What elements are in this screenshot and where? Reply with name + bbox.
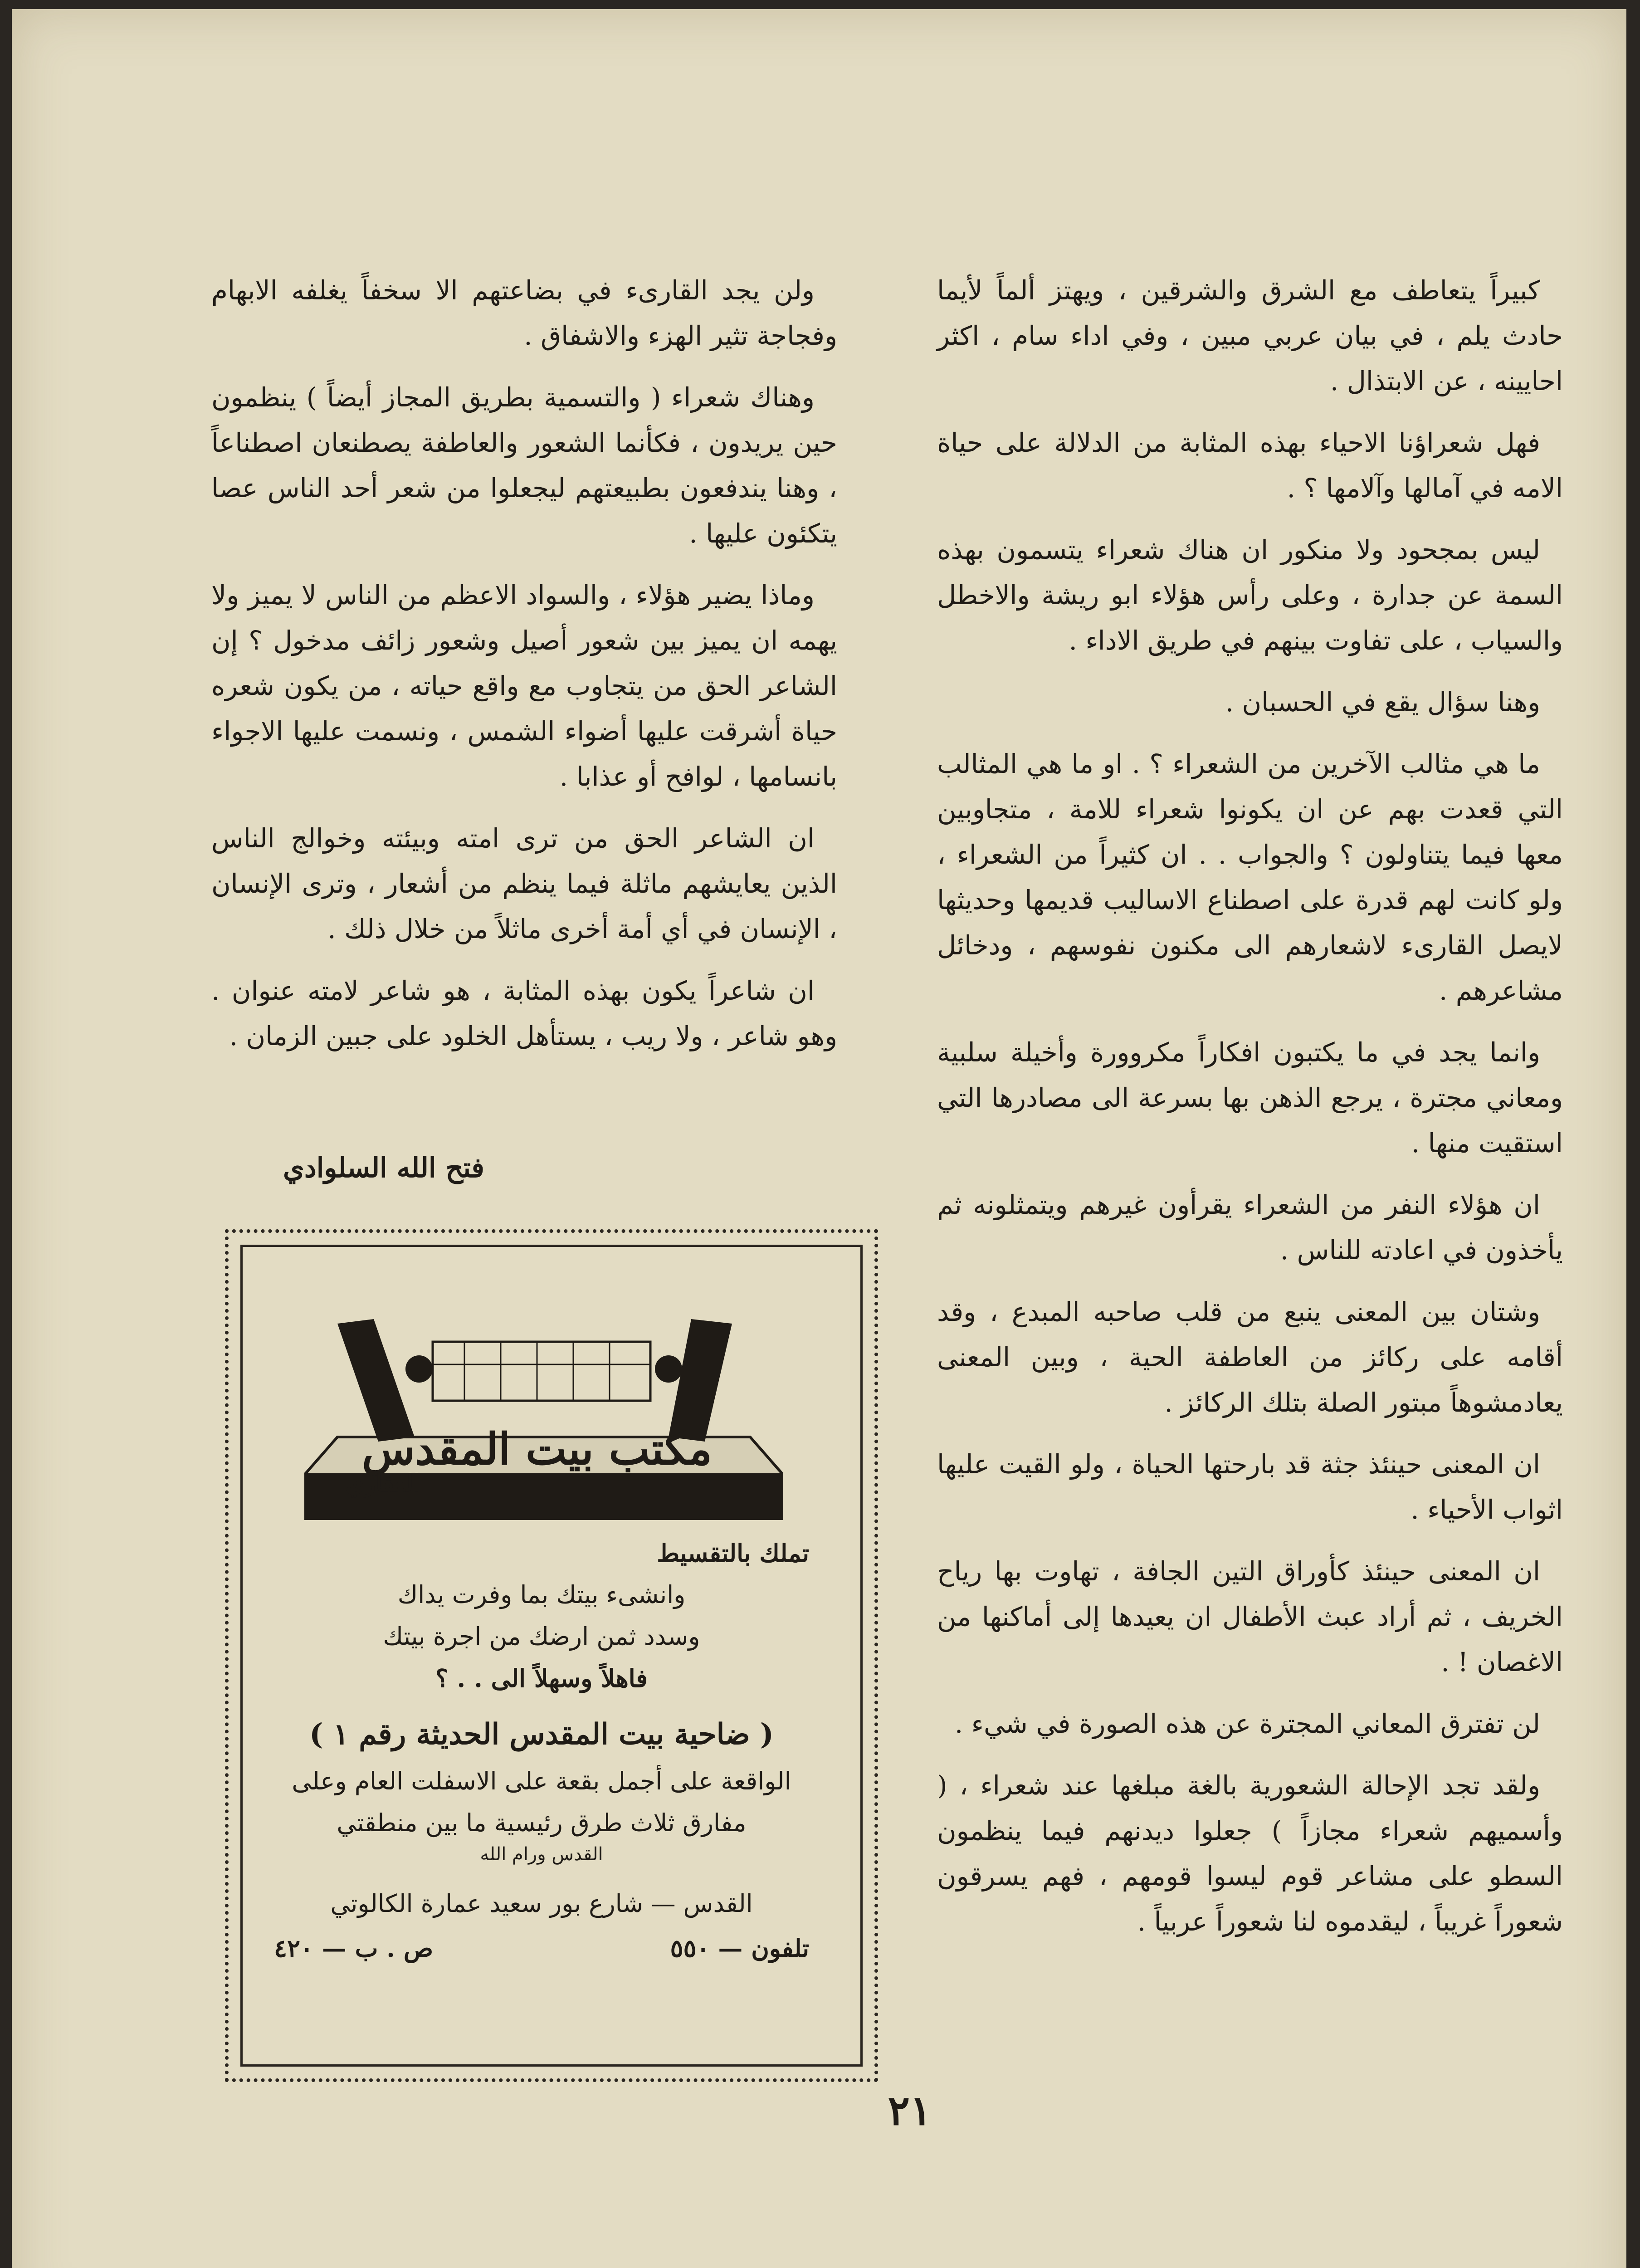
advert-description: مفارق ثلاث طرق رئيسية ما بين منطقتي (337, 1809, 747, 1837)
advert-text (274, 1532, 809, 1963)
page-number: ٢١ (888, 2087, 932, 2135)
advert-description: الواقعة على أجمل بقعة على الاسفلت العام وعلى (292, 1767, 791, 1795)
magazine-page (12, 9, 1626, 2268)
advert-line: فاهلاً وسهلاً الى . . ؟ (435, 1664, 648, 1693)
advert-phone: تلفون — ٥٥٠ (670, 1934, 809, 1963)
advert-logo (283, 1301, 805, 1546)
paragraph: ولقد تجد الإحالة الشعورية بالغة مبلغها عند شعراء ، ( وأسميهم شعراء مجازاً ) جعلوا ديدنهم فيما ينظمون السطو على مشاعر قوم ليسوا قومهم ، فهم يسرقون شعوراً غريباً ، ليقدموه لنا شعوراً عربياً . (937, 1770, 1563, 1937)
advert-line: وانشىء بيتك بما وفرت يداك (397, 1580, 686, 1609)
advert-pobox: ص . ب — ٤٢٠ (274, 1934, 434, 1963)
paragraph: ولن يجد القارىء في بضاعتهم الا سخفاً يغلفه الابهام وفجاجة تثير الهزء والاشفاق . (211, 275, 837, 351)
paragraph: ليس بمجحود ولا منكور ان هناك شعراء يتسمون بهذه السمة عن جدارة ، وعلى رأس هؤلاء ابو ريشة والاخطل والسياب ، على تفاوت بينهم في طريق الاداء . (937, 534, 1563, 656)
paragraph: كبيراً يتعاطف مع الشرق والشرقين ، ويهتز ألماً لأيما حادث يلم ، في بيان عربي مبين ، وفي اداء سام ، اكثر احايينه ، عن الابتذال . (937, 275, 1563, 396)
advert-description: القدس ورام الله (480, 1844, 603, 1865)
paragraph: ان هؤلاء النفر من الشعراء يقرأون غيرهم ويتمثلونه ثم يأخذون في اعادته للناس . (937, 1189, 1563, 1266)
paragraph: ان المعنى حينئذ جثة قد بارحتها الحياة ، ولو القيت عليها اثواب الأحياء . (937, 1449, 1563, 1525)
advert-line: وسدد ثمن ارضك من اجرة بيتك (383, 1622, 700, 1651)
real-estate-advert (225, 1229, 878, 2082)
paragraph: لن تفترق المعاني المجترة عن هذه الصورة في شيء . (954, 1708, 1540, 1739)
paragraph: فهل شعراؤنا الاحياء بهذه المثابة من الدلالة على حياة الامه في آمالها وآلامها ؟ . (937, 427, 1563, 503)
paragraph: وشتان بين المعنى ينبع من قلب صاحبه المبدع ، وقد أقامه على ركائز من العاطفة الحية ، وبين المعنى يعادمشوهاً مبتور الصلة بتلك الركائز . (937, 1296, 1563, 1418)
author-signature: فتح الله السلوادي (283, 1152, 484, 1184)
paragraph: ان الشاعر الحق من ترى امته وبيئته وخوالج الناس الذين يعايشهم ماثلة فيما ينظم من أشعار ، وترى الإنسان ، الإنسان في أي أمة أخرى ماثلاً من خلال ذلك . (211, 823, 837, 944)
article-column-right (937, 268, 1563, 1960)
paragraph: وماذا يضير هؤلاء ، والسواد الاعظم من الناس لا يميز ولا يهمه ان يميز بين شعور أصيل وشعور زائف مدخول ؟ إن الشاعر الحق من يتجاوب مع واقع حياته ، من يكون شعره حياة أشرقت عليها أضواء الشمس ، ونسمت عليها الاجواء بانسامها ، لوافح أو عذابا . (211, 580, 837, 792)
paragraph: ان شاعراً يكون بهذه المثابة ، هو شاعر لامته عنوان . وهو شاعر ، ولا ريب ، يستأهل الخلود على جبين الزمان . (211, 975, 837, 1051)
advert-address: القدس — شارع بور سعيد عمارة الكالوتي (330, 1889, 753, 1918)
advert-contact (274, 1934, 809, 1963)
paragraph: وهنا سؤال يقع في الحسبان . (1225, 687, 1540, 718)
advert-logo-title: مكتب بيت المقدس (361, 1423, 713, 1475)
paragraph: وانما يجد في ما يكتبون افكاراً مكروورة وأخيلة سلبية ومعاني مجترة ، يرجع الذهن بها بسرعة الى مصادرها التي استقيت منها . (937, 1037, 1563, 1158)
paragraph: وهناك شعراء ( والتسمية بطريق المجاز أيضاً ) ينظمون حين يريدون ، فكأنما الشعور والعاطفة يصطنعان اصطناعاً ، وهنا يندفعون بطبيعتهم ليجعلوا من شعر أحد الناس عصا يتكئون عليها . (211, 382, 837, 549)
paragraph: ان المعنى حينئذ كأوراق التين الجافة ، تهاوت بها رياح الخريف ، ثم أراد عبث الأطفال ان يعيدها إلى أماكنها من الاغصان ! . (937, 1556, 1563, 1677)
advert-headline: تملك بالتقسيط (657, 1539, 809, 1568)
advert-suburb: ( ضاحية بيت المقدس الحديثة رقم ١ ) (309, 1717, 774, 1751)
paragraph: ما هي مثالب الآخرين من الشعراء ؟ . او ما هي المثالب التي قعدت بهم عن ان يكونوا شعراء للامة ، متجاوبين معها فيما يتناولون ؟ والجواب . . ان كثيراً من الشعراء ، ولو كانت لهم قدرة على اصطناع الاساليب قديمها وحديثها لايصل القارىء لاشعارهم الى مكنون نفوسهم ، ودخائل مشاعرهم . (937, 748, 1563, 1006)
advert-logo-subtitle: العقاري (346, 1470, 420, 1497)
article-column-left (211, 268, 837, 1075)
